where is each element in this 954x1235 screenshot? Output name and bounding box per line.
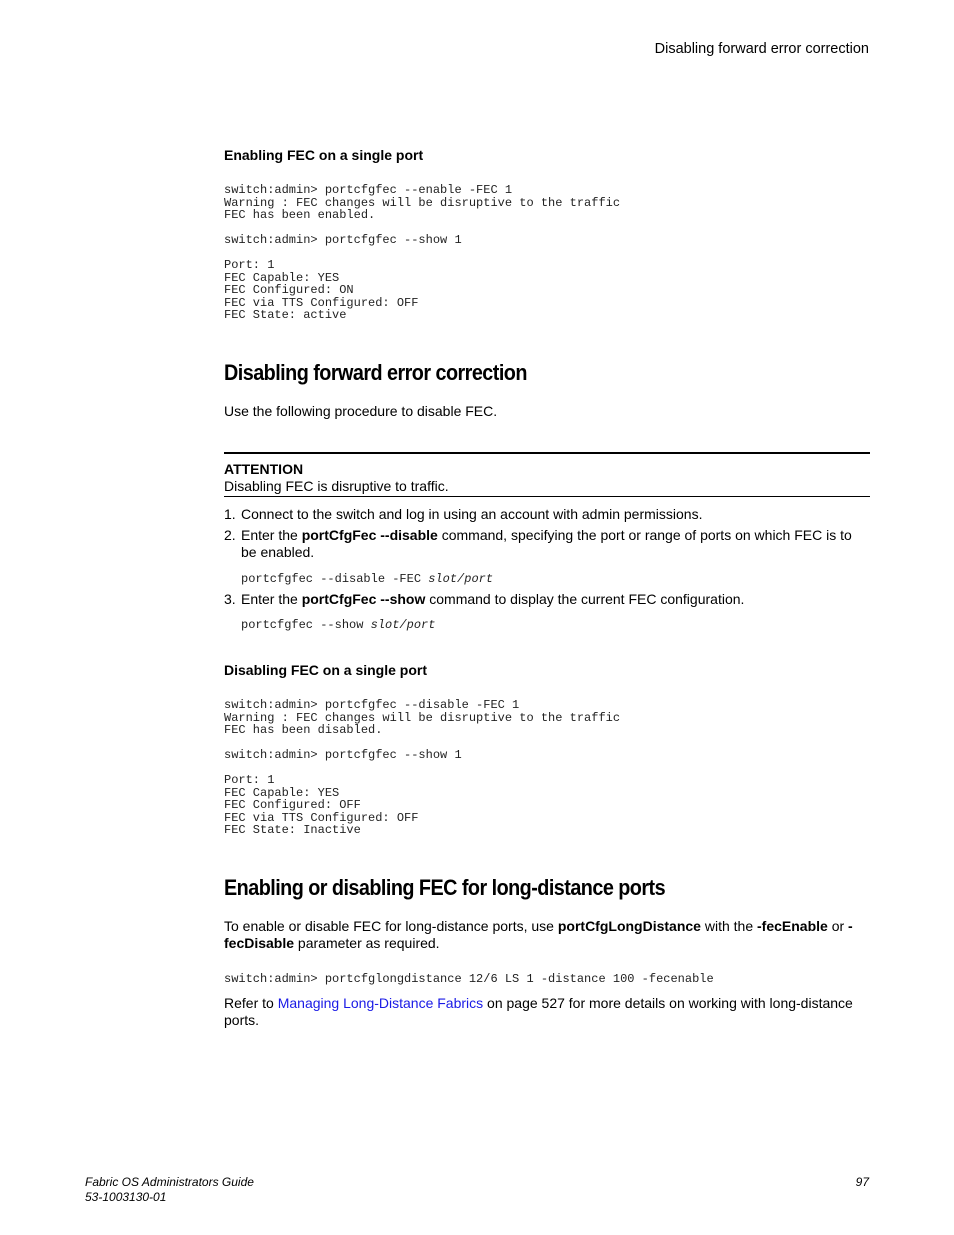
long-distance-paragraph: To enable or disable FEC for long-distance ports, use portCfgLongDistance with the -fecEnable or -fecDisable parameter as required.	[224, 918, 853, 951]
footer-doc-number: 53-1003130-01	[85, 1190, 167, 1204]
section-heading-long-distance: Enabling or disabling FEC for long-distance ports	[224, 875, 666, 900]
example-heading-disable: Disabling FEC on a single port	[224, 662, 428, 678]
command-argument: slot/port	[428, 572, 494, 586]
step-number: 3.	[224, 591, 236, 607]
cross-reference-link[interactable]: Managing Long-Distance Fabrics	[277, 995, 484, 1011]
reference-paragraph: Refer to Managing Long-Distance Fabrics on page 527 for more details on working with long-distance ports.	[224, 995, 853, 1028]
command-syntax-show: portcfgfec --show slot/port	[241, 618, 436, 632]
command-argument: slot/port	[370, 618, 436, 632]
intro-paragraph: Use the following procedure to disable FEC.	[224, 403, 498, 419]
step-text: Enter the portCfgFec --show command to display the current FEC configuration.	[241, 591, 745, 607]
attention-bottom-rule	[224, 496, 870, 497]
step-text: Enter the portCfgFec --disable command, specifying the port or range of ports on which FEC is to be enabled.	[241, 527, 852, 560]
step-number: 2.	[224, 527, 236, 543]
footer-page-number: 97	[855, 1175, 869, 1189]
command-name: portCfgFec --disable	[301, 527, 438, 543]
step-text: Connect to the switch and log in using an account with admin permissions.	[241, 506, 703, 522]
attention-title: ATTENTION	[224, 461, 304, 477]
section-heading-disable: Disabling forward error correction	[224, 360, 527, 385]
command-name: portCfgFec --show	[301, 591, 426, 607]
footer-left	[85, 1175, 254, 1205]
attention-text: Disabling FEC is disruptive to traffic.	[224, 478, 449, 494]
command-syntax-disable: portcfgfec --disable -FEC slot/port	[241, 572, 494, 586]
attention-top-rule	[224, 452, 870, 454]
code-example-long-distance: switch:admin> portcfglongdistance 12/6 LS 1 -distance 100 -fecenable	[224, 972, 714, 986]
footer-guide-title: Fabric OS Administrators Guide	[85, 1175, 254, 1189]
code-example-enable: switch:admin> portcfgfec --enable -FEC 1 Warning : FEC changes will be disruptive to the traffic FEC has been enabled. switch:admin> portcfgfec --show 1 Port: 1 FEC Capable: YES FEC Configured: ON FEC via TTS Configured: OFF FEC State: active	[224, 183, 621, 322]
example-heading-enable: Enabling FEC on a single port	[224, 147, 424, 163]
step-number: 1.	[224, 506, 236, 522]
running-header: Disabling forward error correction	[654, 41, 869, 57]
code-example-disable: switch:admin> portcfgfec --disable -FEC 1 Warning : FEC changes will be disruptive to the traffic FEC has been disabled. switch:admin> portcfgfec --show 1 Port: 1 FEC Capable: YES FEC Configured: OFF FEC via TTS Configured: OFF FEC State: Inactive	[224, 698, 621, 837]
